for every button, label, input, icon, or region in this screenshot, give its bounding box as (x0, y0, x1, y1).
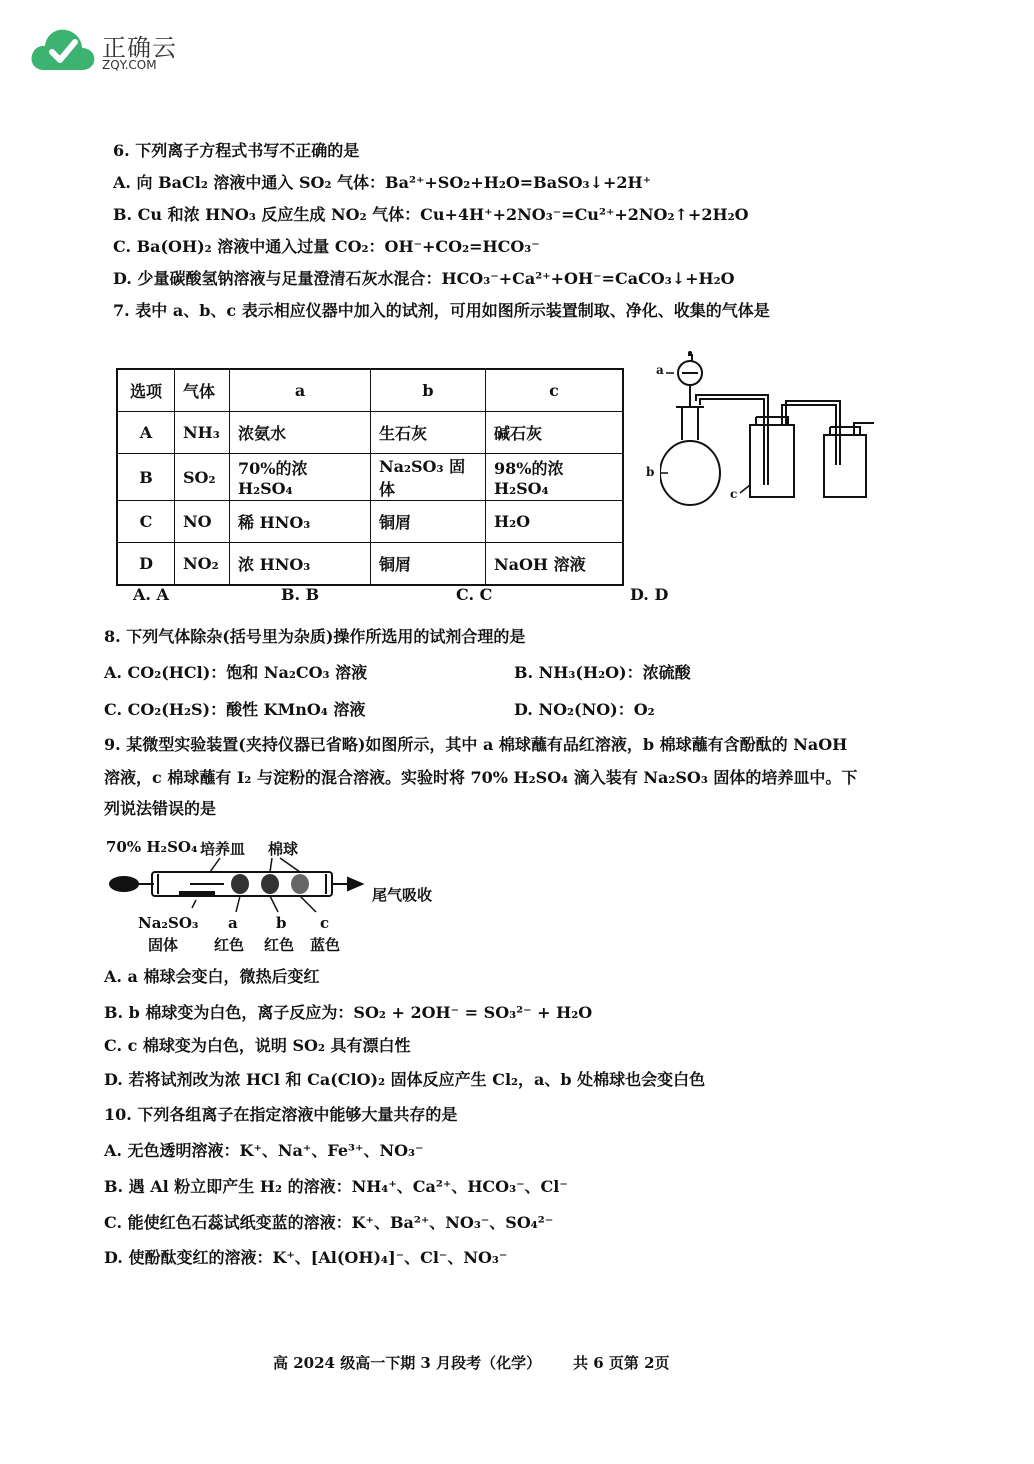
q6-option-c: C. Ba(OH)₂ 溶液中通入过量 CO₂：OH⁻+CO₂=HCO₃⁻ (113, 237, 540, 256)
q9-option-a: A. a 棉球会变白，微热后变红 (104, 967, 320, 986)
table-cell: C (117, 501, 175, 543)
table-cell: 70%的浓 H₂SO₄ (230, 454, 371, 501)
table-header-cell: 选项 (117, 369, 175, 412)
label-cotton: 棉球 (268, 840, 299, 858)
brand-domain: ZQY.COM (102, 58, 157, 72)
table-cell: 98%的浓 H₂SO₄ (486, 454, 624, 501)
q10-stem: 10. 下列各组离子在指定溶液中能够大量共存的是 (104, 1105, 458, 1124)
label-ball-c: c (320, 914, 330, 932)
q10-option-a: A. 无色透明溶液：K⁺、Na⁺、Fe³⁺、NO₃⁻ (104, 1141, 424, 1160)
label-ball-a: a (228, 914, 238, 932)
label-b-color: 红色 (264, 936, 295, 954)
table-cell: SO₂ (175, 454, 230, 501)
q8-option-d: D. NO₂(NO)：O₂ (514, 700, 655, 719)
table-cell: Na₂SO₃ 固体 (371, 454, 486, 501)
q6-option-b: B. Cu 和浓 HNO₃ 反应生成 NO₂ 气体：Cu+4H⁺+2NO₃⁻=Cu²⁺+2NO₂↑+2H₂O (113, 205, 749, 224)
q10-option-c: C. 能使红色石蕊试纸变蓝的溶液：K⁺、Ba²⁺、NO₃⁻、SO₄²⁻ (104, 1213, 554, 1232)
label-solid-1: Na₂SO₃ (138, 914, 199, 932)
q7-apparatus-figure (646, 345, 890, 515)
table-row (117, 501, 623, 543)
label-ball-b: b (276, 914, 287, 932)
footer-page-number: 共 6 页第 2页 (573, 1354, 670, 1372)
table-header-cell: c (486, 369, 624, 412)
q9-option-d: D. 若将试剂改为浓 HCl 和 Ca(ClO)₂ 固体反应产生 Cl₂，a、b 处棉球也会变白色 (104, 1070, 706, 1089)
q8-option-b: B. NH₃(H₂O)：浓硫酸 (514, 663, 691, 682)
table-cell: D (117, 543, 175, 586)
table-row (117, 543, 623, 586)
table-cell: 生石灰 (371, 412, 486, 454)
label-tail-gas: 尾气吸收 (372, 886, 433, 904)
table-cell: 浓氨水 (230, 412, 371, 454)
q10-option-d: D. 使酚酞变红的溶液：K⁺、[Al(OH)₄]⁻、Cl⁻、NO₃⁻ (104, 1248, 508, 1267)
q7-choice-d: D. D (630, 585, 669, 604)
table-header-cell: 气体 (175, 369, 230, 412)
brand-logo (30, 22, 220, 78)
table-cell: 稀 HNO₃ (230, 501, 371, 543)
q9-option-b: B. b 棉球变为白色，离子反应为：SO₂ + 2OH⁻ = SO₃²⁻ + H₂O (104, 1003, 593, 1022)
q7-choice-a: A. A (133, 585, 169, 604)
q7-choice-c: C. C (456, 585, 493, 604)
table-cell: A (117, 412, 175, 454)
q8-option-a: A. CO₂(HCl)：饱和 Na₂CO₃ 溶液 (104, 663, 368, 682)
q9-stem-line-2: 溶液，c 棉球蘸有 I₂ 与淀粉的混合溶液。实验时将 70% H₂SO₄ 滴入装有 Na₂SO₃ 固体的培养皿中。下 (104, 768, 858, 787)
label-acid: 70% H₂SO₄ (106, 838, 198, 856)
apparatus-label-b: b (646, 465, 655, 479)
table-cell: NO (175, 501, 230, 543)
table-cell: H₂O (486, 501, 624, 543)
label-c-color: 蓝色 (310, 936, 341, 954)
table-header-cell: b (371, 369, 486, 412)
table-cell: NH₃ (175, 412, 230, 454)
apparatus-label-c: c (730, 487, 738, 501)
table-row (117, 454, 623, 501)
q6-option-a: A. 向 BaCl₂ 溶液中通入 SO₂ 气体：Ba²⁺+SO₂+H₂O=BaSO₃↓+2H⁺ (113, 173, 652, 192)
q6-option-d: D. 少量碳酸氢钠溶液与足量澄清石灰水混合：HCO₃⁻+Ca²⁺+OH⁻=CaCO₃↓+H₂O (113, 269, 735, 288)
table-cell: B (117, 454, 175, 501)
table-row (117, 412, 623, 454)
q9-stem-line-3: 列说法错误的是 (104, 799, 217, 818)
q9-apparatus-figure (104, 838, 474, 956)
label-a-color: 红色 (214, 936, 245, 954)
table-header-row (117, 369, 623, 412)
table-cell: NaOH 溶液 (486, 543, 624, 586)
table-cell: NO₂ (175, 543, 230, 586)
q7-choice-b: B. B (281, 585, 320, 604)
label-dish: 培养皿 (200, 840, 246, 858)
q7-reagent-table (116, 368, 624, 586)
q7-stem: 7. 表中 a、b、c 表示相应仪器中加入的试剂，可用如图所示装置制取、净化、收集的气体是 (113, 301, 770, 320)
apparatus-label-a: a (656, 363, 664, 377)
brand-name: 正确云 (102, 34, 177, 62)
q6-stem: 6. 下列离子方程式书写不正确的是 (113, 141, 360, 160)
table-header-cell: a (230, 369, 371, 412)
cloud-check-icon (30, 26, 96, 72)
footer-exam-title: 高 2024 级高一下期 3 月段考（化学） (273, 1354, 542, 1372)
table-cell: 碱石灰 (486, 412, 624, 454)
q8-option-c: C. CO₂(H₂S)：酸性 KMnO₄ 溶液 (104, 700, 366, 719)
gas-apparatus-icon (660, 345, 890, 515)
q8-stem: 8. 下列气体除杂(括号里为杂质)操作所选用的试剂合理的是 (104, 627, 526, 646)
q9-option-c: C. c 棉球变为白色，说明 SO₂ 具有漂白性 (104, 1036, 411, 1055)
table-cell: 铜屑 (371, 501, 486, 543)
q10-option-b: B. 遇 Al 粉立即产生 H₂ 的溶液：NH₄⁺、Ca²⁺、HCO₃⁻、Cl⁻ (104, 1177, 568, 1196)
table-cell: 铜屑 (371, 543, 486, 586)
label-solid-2: 固体 (148, 936, 179, 954)
q9-stem-line-1: 9. 某微型实验装置(夹持仪器已省略)如图所示，其中 a 棉球蘸有品红溶液，b 棉球蘸有含酚酞的 NaOH (104, 735, 848, 754)
table-cell: 浓 HNO₃ (230, 543, 371, 586)
